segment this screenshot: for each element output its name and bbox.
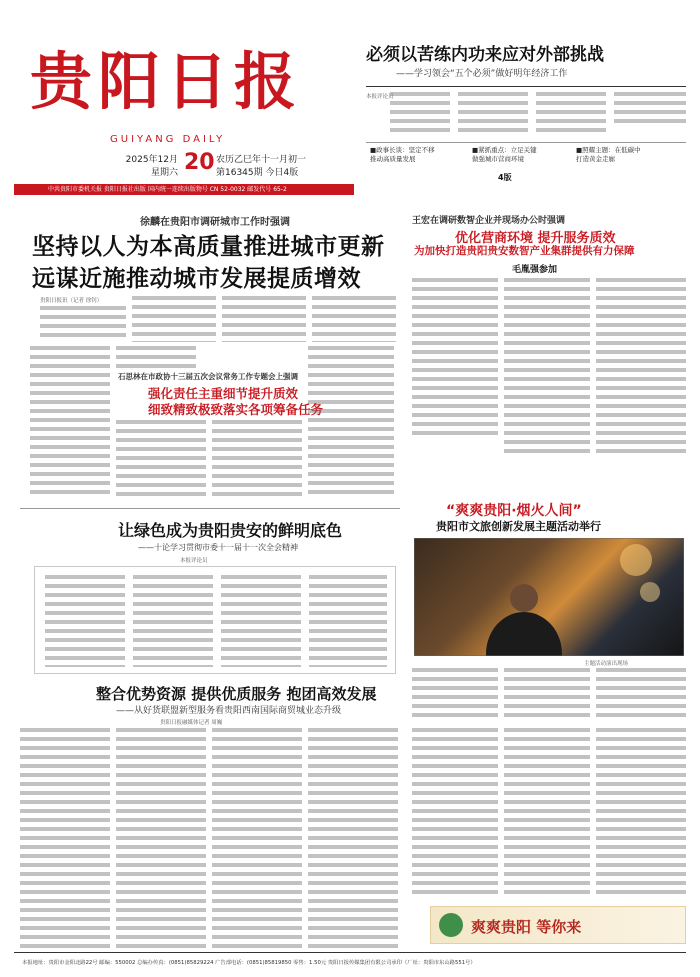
text-column xyxy=(458,92,528,137)
mid-title-1[interactable]: 强化责任主重细节提升质效 xyxy=(148,386,299,401)
teaser-label: ■紧抓重点：立足关键 xyxy=(472,146,537,154)
text-column xyxy=(221,575,301,667)
feature-title[interactable]: “爽爽贵阳·烟火人间” xyxy=(446,503,582,519)
text-column xyxy=(412,728,498,898)
lead-byline: 贵阳日报讯（记者 徐钊） xyxy=(40,298,103,304)
text-column xyxy=(504,728,590,898)
footer-text: 本报地址：贵阳市金阳北路22号 邮编：550002 总编办传真：(0851)85829224 广告部电话：(0851)85819850 零售：1.50元 贵阳日报传媒集团有限公司承印（厂址：贵阳市东山路551号） xyxy=(22,960,476,966)
text-column xyxy=(222,296,306,342)
masthead-banner xyxy=(14,184,354,195)
teaser-page-number: 4 xyxy=(498,173,504,182)
lead-title-1[interactable]: 坚持以人为本高质量推进城市更新 xyxy=(32,234,385,260)
issue-number: 第16345期 今日4版 xyxy=(216,168,299,178)
stage-light xyxy=(640,582,660,602)
text-column xyxy=(309,575,387,667)
text-column xyxy=(212,420,302,496)
feature-subtitle: 贵阳市文旅创新发展主题活动举行 xyxy=(436,520,601,533)
mid-title-2[interactable]: 细致精致极致落实各项筹备任务 xyxy=(148,402,324,417)
text-column xyxy=(390,92,450,137)
teaser-1[interactable] xyxy=(370,146,466,164)
photo-scene xyxy=(414,538,684,656)
commentary-subtitle: ——十论学习贯彻市委十一届十一次全会精神 xyxy=(138,543,298,552)
text-column xyxy=(504,278,590,458)
teaser-2[interactable] xyxy=(472,146,568,164)
text-column xyxy=(504,668,590,720)
commentary-author: 本报评论员 xyxy=(180,558,208,564)
banner-text: 中共贵阳市委机关报 贵阳日报社出版 国内统一连续出版物号 CN 52-0032 邮发代号 65-2 xyxy=(48,186,287,193)
text-column xyxy=(45,575,125,667)
text-column xyxy=(614,92,686,128)
bottom-byline: 贵阳日报融媒体记者 周巍 xyxy=(160,720,223,726)
lunar-date: 农历乙巳年十一月初一 xyxy=(216,155,307,165)
top-story-lead: 本报评论员 xyxy=(366,94,394,100)
text-column xyxy=(20,728,110,948)
divider xyxy=(366,86,686,87)
top-story-subtitle: ——学习领会“五个必须”做好明年经济工作 xyxy=(396,69,568,79)
text-column xyxy=(412,278,498,438)
right-sub: 毛胤强参加 xyxy=(512,265,558,275)
teaser-text: 推动高质量发展 xyxy=(370,155,416,163)
lead-title-2[interactable]: 远谋近施推动城市发展提质增效 xyxy=(32,266,361,292)
teaser-label: ■照耀主题：在低碳中 xyxy=(576,146,641,154)
performer-figure xyxy=(486,612,562,656)
text-column xyxy=(133,575,213,667)
right-title-2[interactable]: 为加快打造贵阳贵安数智产业集群提供有力保障 xyxy=(414,245,635,257)
right-kicker: 王宏在调研数智企业并现场办公时强调 xyxy=(412,216,566,226)
text-column xyxy=(596,278,686,458)
teaser-page-suffix: 版 xyxy=(503,173,512,182)
date-line: 2025年12月 xyxy=(125,155,178,165)
leaf-icon xyxy=(439,913,463,937)
text-column xyxy=(308,346,394,496)
commentary-box xyxy=(34,566,396,674)
feature-caption: 主题活动演出现场 xyxy=(584,661,629,667)
masthead-logo: 贵阳日报 xyxy=(30,45,303,118)
text-column xyxy=(132,296,216,342)
teaser-page-ref xyxy=(498,172,512,183)
text-column xyxy=(596,728,686,898)
top-story-title[interactable]: 必须以苦练内功来应对外部挑战 xyxy=(366,45,604,65)
feature-photo xyxy=(414,538,684,656)
masthead-lunar xyxy=(216,154,306,180)
divider xyxy=(20,508,400,509)
text-column xyxy=(116,420,206,496)
ad-banner[interactable] xyxy=(430,906,686,944)
masthead-day: 20 xyxy=(184,150,215,175)
text-column xyxy=(596,668,686,720)
commentary-title[interactable]: 让绿色成为贵阳贵安的鲜明底色 xyxy=(118,521,343,540)
text-column xyxy=(116,728,206,948)
right-title-1[interactable]: 优化营商环境 提升服务质效 xyxy=(455,231,616,246)
text-column xyxy=(412,668,498,720)
text-column xyxy=(40,306,126,342)
text-column xyxy=(312,296,396,342)
divider xyxy=(366,142,686,143)
weekday: 星期六 xyxy=(150,168,178,178)
teaser-label: ■政事长谈：坚定不移 xyxy=(370,146,435,154)
stage-light xyxy=(620,544,652,576)
lead-kicker: 徐麟在贵阳市调研城市工作时强调 xyxy=(140,217,290,228)
text-column xyxy=(308,728,398,948)
masthead-pinyin: GUIYANG DAILY xyxy=(110,134,226,145)
text-column xyxy=(116,346,196,368)
mid-kicker: 石思林在市政协十三届五次会议常务工作专题会上强调 xyxy=(118,372,298,381)
teaser-text: 打造黄金走廊 xyxy=(576,155,615,163)
teaser-text: 做强城市营商环境 xyxy=(472,155,524,163)
footer-rule xyxy=(14,952,686,953)
ad-text: 爽爽贵阳 等你来 xyxy=(471,918,582,936)
teaser-3[interactable] xyxy=(576,146,682,164)
bottom-subtitle: ——从好货联盟新型服务看贵阳西南国际商贸城业态升级 xyxy=(116,706,342,716)
text-column xyxy=(30,346,110,496)
text-column xyxy=(212,728,302,948)
performer-head xyxy=(510,584,538,612)
bottom-title[interactable]: 整合优势资源 提供优质服务 抱团高效发展 xyxy=(96,685,377,703)
masthead-date xyxy=(122,154,178,180)
text-column xyxy=(536,92,606,137)
